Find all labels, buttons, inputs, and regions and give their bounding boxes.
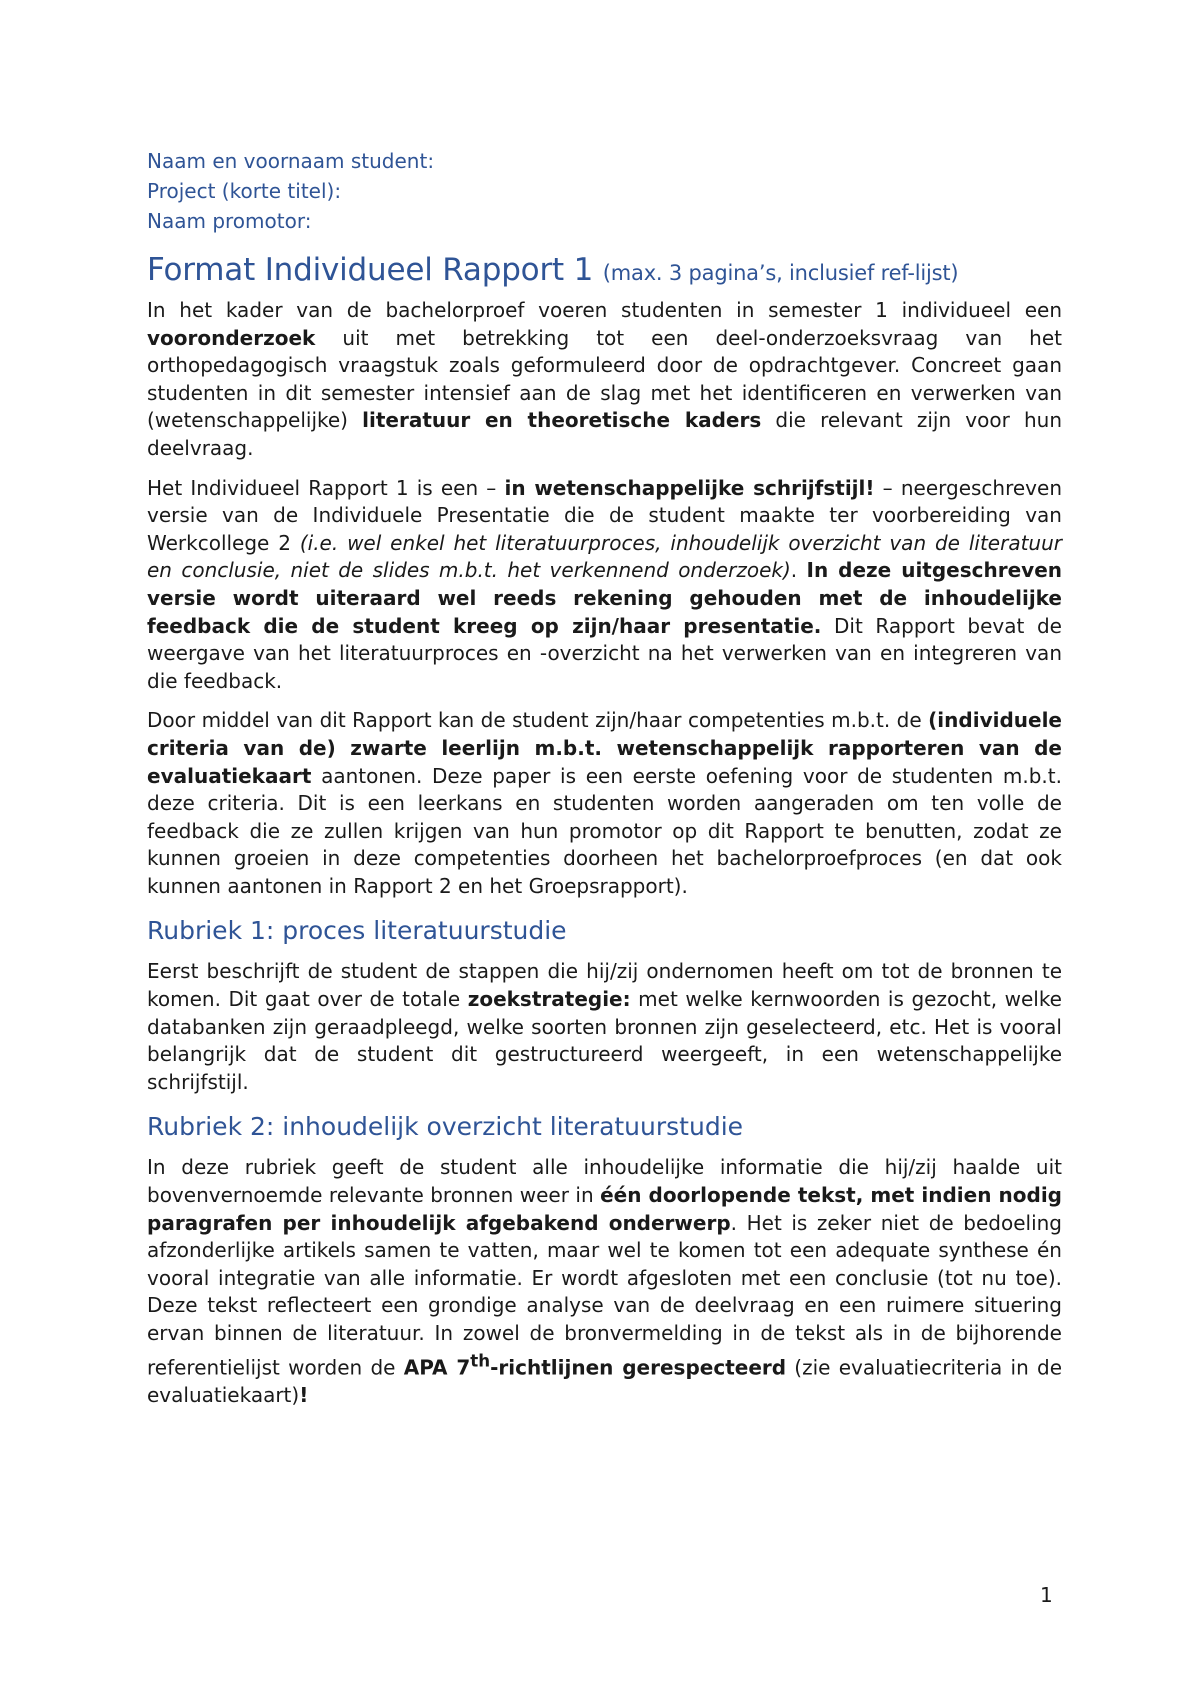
title-subtitle: (max. 3 pagina’s, inclusief ref-lijst) — [602, 261, 959, 285]
text-run: In het kader van de bachelorproef voeren studenten in semester 1 individueel een — [147, 298, 1062, 322]
bold-run: vooronderzoek — [147, 325, 316, 350]
intro-paragraph-2 — [147, 475, 1062, 696]
project-title-label: Project (korte titel): — [147, 179, 342, 203]
text-run: uit met betrekking tot een deel-onderzoeksvraag van het orthopedagogisch vraagstuk zoals geformuleerd door de opdrachtgever. Concreet gaan studenten in dit semester intensief aan de slag met het identificeren en verwerken van (wetenschappelijke) — [147, 325, 1062, 433]
text-run: (zie evaluatiecriteria in de evaluatiekaart) — [147, 1355, 1062, 1407]
italic-run: (i.e. wel enkel het literatuurproces, inhoudelijk overzicht van de literatuur en conclusie, niet de slides m.b.t. het verkennend onderzoek) — [147, 530, 1063, 583]
rubriek-1-paragraph — [147, 958, 1062, 1096]
bold-run: APA 7 — [403, 1355, 471, 1380]
bold-run: ! — [299, 1382, 309, 1407]
bold-run: (individuele criteria van de) zwarte leerlijn m.b.t. wetenschappelijk rapporteren van de evaluatiekaart — [147, 708, 1062, 788]
intro-paragraph-3 — [147, 707, 1062, 900]
text-run: . — [790, 558, 807, 583]
rubriek-1-heading: Rubriek 1: proces literatuurstudie — [147, 916, 567, 946]
text-run: . Het is zeker niet de bedoeling afzonderlijke artikels samen te vatten, maar wel te komen tot een adequate synthese én vooral integratie van alle informatie. Er wordt afgesloten met een conclusie (tot nu toe). Deze tekst reflecteert een grondige analyse van de deelvraag en een ruimere situering ervan binnen de literatuur. In zowel de bronvermelding in de tekst als in de bijhorende referentielijst worden de — [147, 1210, 1062, 1380]
bold-run: In deze uitgeschreven versie wordt uiteraard wel reeds rekening gehouden met de inhoudelijke feedback die de student kreeg op zijn/haar presentatie. — [147, 558, 1063, 638]
bold-run: één doorlopende tekst, met indien nodig paragrafen per inhoudelijk afgebakend onderwerp — [147, 1183, 1062, 1235]
page-content — [147, 146, 1062, 1421]
bold-run: literatuur en theoretische kaders — [362, 408, 762, 433]
superscript-run: th — [470, 1351, 491, 1371]
text-run: – neergeschreven versie van de Individuele Presentatie die de student maakte ter voorbereiding van Werkcollege 2 — [147, 475, 1062, 555]
title-main: Format Individueel Rapport 1 — [147, 252, 603, 288]
page-number: 1 — [1040, 1583, 1053, 1607]
student-info-block — [147, 146, 1062, 236]
rubriek-2-heading: Rubriek 2: inhoudelijk overzicht literatuurstudie — [147, 1112, 744, 1142]
text-run: met welke kernwoorden is gezocht, welke databanken zijn geraadpleegd, welke soorten bronnen zijn geselecteerd, etc. Het is vooral belangrijk dat de student dit gestructureerd weergeeft, in een wetenschappelijke schrijfstijl. — [147, 987, 1062, 1094]
text-run: Door middel van dit Rapport kan de student zijn/haar competenties m.b.t. de — [147, 708, 929, 733]
text-run: aantonen. Deze paper is een eerste oefening voor de studenten m.b.t. deze criteria. Dit is een leerkans en studenten worden aangeraden om ten volle de feedback die ze zullen krijgen van hun promotor op dit Rapport te benutten, zodat ze kunnen groeien in deze competenties doorheen het bachelorproefproces (en dat ook kunnen aantonen in Rapport 2 en het Groepsrapport). — [147, 763, 1062, 898]
text-run: Dit Rapport bevat de weergave van het literatuurproces en -overzicht na het verwerken van en integreren van die feedback. — [147, 613, 1062, 693]
bold-run: -richtlijnen gerespecteerd — [490, 1355, 787, 1380]
text-run: Eerst beschrijft de student de stappen die hij/zij ondernomen heeft om tot de bronnen te komen. Dit gaat over de totale — [147, 959, 1062, 1012]
document-title — [147, 248, 1062, 295]
bold-run: zoekstrategie: — [467, 987, 631, 1012]
rubriek-2-paragraph — [147, 1154, 1062, 1409]
promotor-name-label: Naam promotor: — [147, 209, 312, 233]
text-run: die relevant zijn voor hun deelvraag. — [147, 408, 1063, 460]
text-run: In deze rubriek geeft de student alle inhoudelijke informatie die hij/zij haalde uit bovenvernoemde relevante bronnen weer in — [147, 1155, 1062, 1208]
text-run: Het Individueel Rapport 1 is een – — [147, 475, 505, 500]
intro-paragraph-1 — [147, 297, 1062, 463]
student-name-label: Naam en voornaam student: — [147, 149, 435, 173]
bold-run: in wetenschappelijke schrijfstijl! — [504, 475, 875, 500]
